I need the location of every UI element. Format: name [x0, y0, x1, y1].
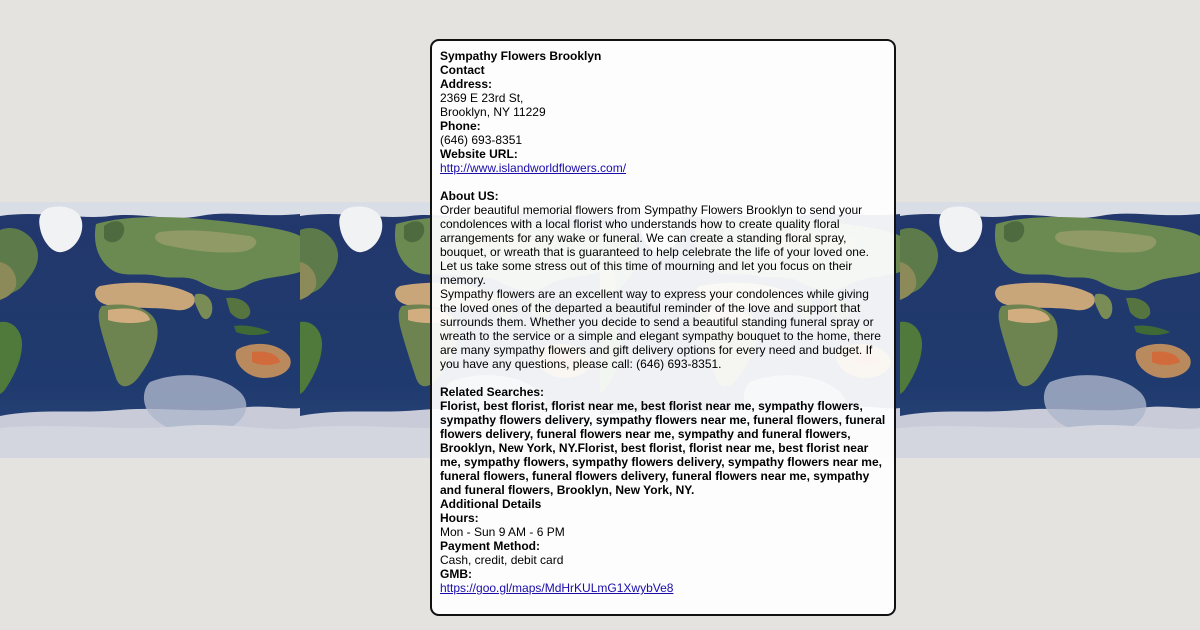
about-paragraph-2: Sympathy flowers are an excellent way to express your condolences while giving the loved ones of the departed a beautiful reminder of the love and support that surrounds them. Whether you decide to send a beautiful standing funeral spray or wreath to the service or a simple and elegant sympathy bouquet to the home, there are many sympathy flowers and gift delivery options for every need and budget. If you have any questions, please call: (646) 693-8351. — [440, 287, 881, 371]
spacer — [440, 175, 886, 189]
website-link[interactable]: http://www.islandworldflowers.com/ — [440, 161, 627, 175]
spacer — [440, 371, 886, 385]
contact-heading: Contact — [440, 63, 485, 77]
address-line-2: Brooklyn, NY 11229 — [440, 105, 546, 119]
related-searches-heading: Related Searches: — [440, 385, 545, 399]
business-info-card — [430, 39, 896, 616]
payment-method-label: Payment Method: — [440, 539, 541, 553]
related-searches-text: Florist, best florist, florist near me, best florist near me, sympathy flowers, sympathy flowers delivery, sympathy flowers near me, funeral flowers, funeral flowers delivery, funeral flowers near me, sympathy and funeral flowers, Brooklyn, New York, NY.Florist, best florist, florist near me, best florist near me, sympathy flowers, sympathy flowers delivery, sympathy flowers near me, funeral flowers, funeral flowers delivery, funeral flowers near me, sympathy and funeral flowers, Brooklyn, New York, NY. — [440, 399, 886, 497]
address-line-1: 2369 E 23rd St, — [440, 91, 524, 105]
website-label: Website URL: — [440, 147, 518, 161]
phone-number: (646) 693-8351 — [440, 133, 523, 147]
gmb-label: GMB: — [440, 567, 472, 581]
additional-details-heading: Additional Details — [440, 497, 542, 511]
hours-value: Mon - Sun 9 AM - 6 PM — [440, 525, 565, 539]
address-label: Address: — [440, 77, 493, 91]
payment-method-value: Cash, credit, debit card — [440, 553, 564, 567]
phone-label: Phone: — [440, 119, 481, 133]
about-paragraph-1: Order beautiful memorial flowers from Sympathy Flowers Brooklyn to send your condolences with a local florist who understands how to create quality floral arrangements for any wake or funeral. We can create a standing floral spray, bouquet, or wreath that is guaranteed to help celebrate the life of your loved one. Let us take some stress out of this time of mourning and let you focus on their memory. — [440, 203, 869, 287]
hours-label: Hours: — [440, 511, 479, 525]
about-heading: About US: — [440, 189, 499, 203]
gmb-link[interactable]: https://goo.gl/maps/MdHrKULmG1XwybVe8 — [440, 581, 674, 595]
business-name: Sympathy Flowers Brooklyn — [440, 49, 602, 63]
